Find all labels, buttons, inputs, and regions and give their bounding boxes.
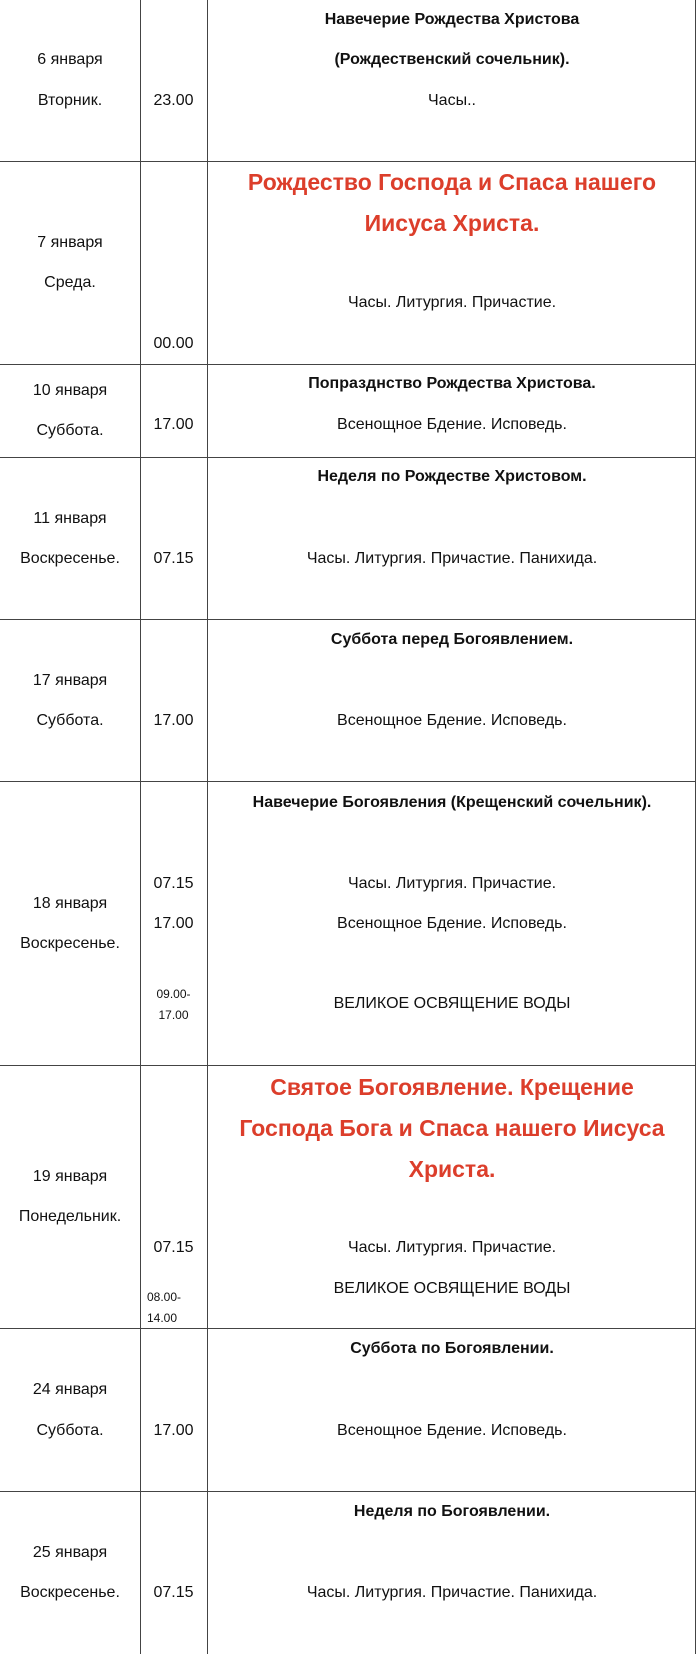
service-time-range-start: 09.00- [156,987,191,1001]
feast-title: Святое Богоявление. Крещение [270,1074,634,1100]
service-time: 00.00 [153,335,194,352]
row-date: 7 января [37,234,103,251]
row-weekday: Воскресенье. [20,550,120,567]
row-date: 17 января [32,672,108,689]
row-date: 25 января [32,1544,108,1561]
row-weekday: Вторник. [37,92,103,109]
row-divider [0,161,696,162]
column-divider [140,0,141,1654]
column-divider [207,0,208,1654]
feast-title: Иисуса Христа. [364,210,540,236]
row-divider [0,1328,696,1329]
event-title: Навечерие Богоявления (Крещенский сочельник). [252,794,652,811]
row-weekday: Воскресенье. [20,935,120,952]
service-time: 07.15 [153,1584,194,1601]
service-time: 17.00 [153,915,194,932]
service-description: Всенощное Бдение. Исповедь. [337,416,567,433]
event-title: Неделя по Рождестве Христовом. [317,468,587,485]
service-time: 23.00 [153,92,194,109]
service-description: Часы. Литургия. Причастие. [347,294,557,311]
service-time-range-start: 08.00- [147,1290,182,1304]
row-weekday: Суббота. [36,422,104,439]
service-description: Часы. Литургия. Причастие. Панихида. [306,1584,598,1601]
service-time: 07.15 [153,875,194,892]
service-description: Часы. Литургия. Причастие. [347,1239,557,1256]
row-weekday: Суббота. [36,1422,104,1439]
row-divider [0,1491,696,1492]
service-description: ВЕЛИКОЕ ОСВЯЩЕНИЕ ВОДЫ [333,995,571,1012]
service-time: 17.00 [153,1422,194,1439]
service-description: Часы. Литургия. Причастие. Панихида. [306,550,598,567]
row-divider [0,1065,696,1066]
event-title: Неделя по Богоявлении. [353,1503,551,1520]
event-title: Попразднство Рождества Христова. [308,375,596,392]
event-title: Суббота перед Богоявлением. [330,631,574,648]
service-description: ВЕЛИКОЕ ОСВЯЩЕНИЕ ВОДЫ [333,1280,571,1297]
service-time: 07.15 [153,1239,194,1256]
event-title: Суббота по Богоявлении. [350,1340,554,1357]
service-description: Всенощное Бдение. Исповедь. [337,1422,567,1439]
row-date: 6 января [37,51,103,68]
row-divider [0,364,696,365]
event-title: Навечерие Рождества Христова [324,11,580,28]
row-weekday: Среда. [44,274,96,291]
row-divider [0,619,696,620]
service-time: 07.15 [153,550,194,567]
service-description: Часы.. [428,92,476,109]
row-date: 19 января [32,1168,108,1185]
row-divider [0,457,696,458]
feast-title: Христа. [408,1156,496,1182]
row-weekday: Воскресенье. [20,1584,120,1601]
feast-title: Господа Бога и Спаса нашего Иисуса [239,1115,665,1141]
service-time: 17.00 [153,416,194,433]
service-time-range-end: 17.00 [158,1008,189,1022]
row-date: 11 января [33,510,107,527]
row-weekday: Понедельник. [18,1208,122,1225]
service-description: Всенощное Бдение. Исповедь. [337,712,567,729]
service-time-range-end: 14.00 [147,1311,178,1325]
feast-title: Рождество Господа и Спаса нашего [247,169,657,195]
row-date: 10 января [32,382,108,399]
row-date: 18 января [32,895,108,912]
service-time: 17.00 [153,712,194,729]
event-title: (Рождественский сочельник). [334,51,570,68]
row-date: 24 января [32,1381,108,1398]
service-description: Всенощное Бдение. Исповедь. [337,915,567,932]
row-divider [0,781,696,782]
service-description: Часы. Литургия. Причастие. [347,875,557,892]
row-weekday: Суббота. [36,712,104,729]
